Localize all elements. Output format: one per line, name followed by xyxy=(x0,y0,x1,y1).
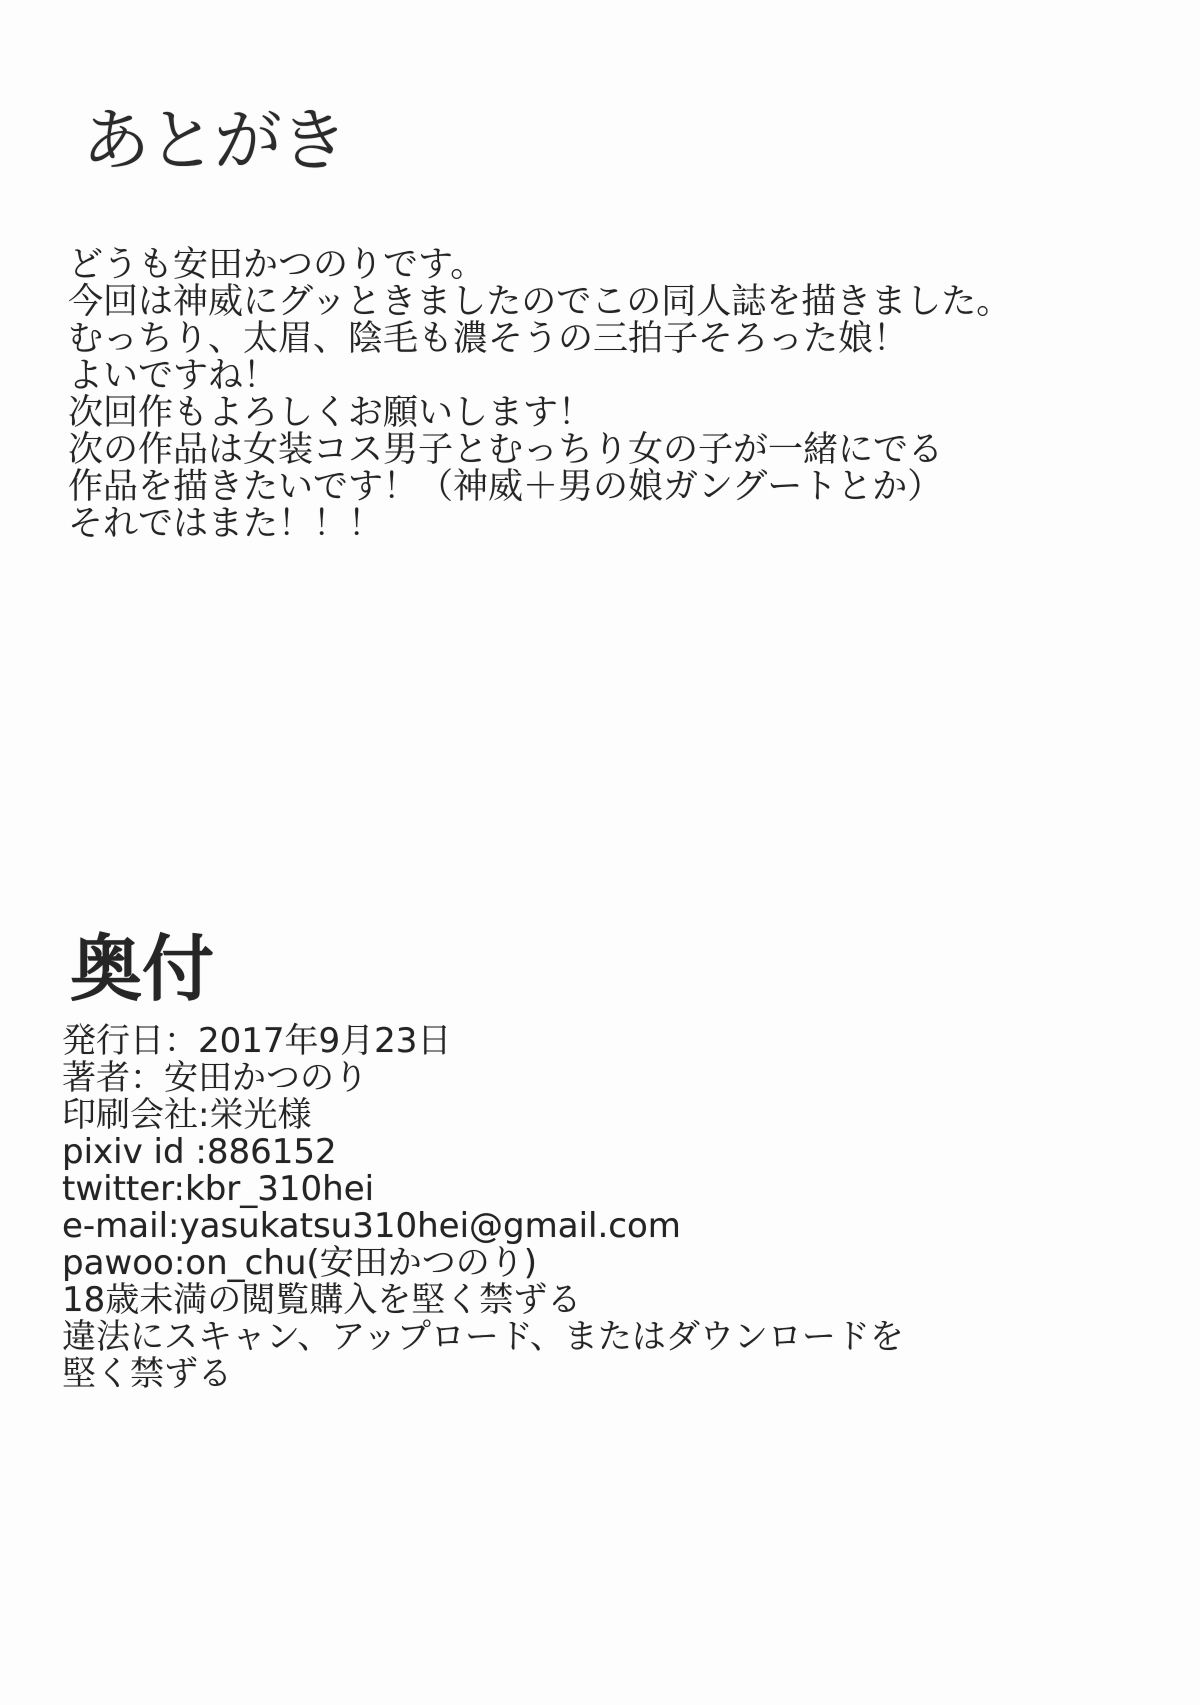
colophon-line-piracy-warning-cont: 堅く禁ずる xyxy=(62,1354,232,1394)
colophon-title: 奥付 xyxy=(70,927,215,1011)
afterword-line: よいですね！ xyxy=(68,356,279,396)
afterword-section xyxy=(68,247,1158,543)
colophon-section xyxy=(62,1023,1162,1393)
afterword-line: それではまた！！！ xyxy=(68,504,384,544)
afterword-line: どうも安田かつのりです。 xyxy=(68,245,486,285)
afterword-title: あとがき xyxy=(82,102,347,181)
colophon-line-publish-date: 発行日：2017年9月23日 xyxy=(62,1021,452,1061)
colophon-line-piracy-warning: 違法にスキャン、アップロード、またはダウンロードを xyxy=(62,1317,904,1357)
afterword-line: 今回は神威にグッときましたのでこの同人誌を描きました。 xyxy=(68,282,1012,322)
colophon-line-pawoo: pawoo:on_chu(安田かつのり) xyxy=(62,1243,537,1283)
colophon-line-age-restriction: 18歳未満の閲覧購入を堅く禁ずる xyxy=(62,1280,582,1320)
colophon-line-author: 著者：安田かつのり xyxy=(62,1058,368,1098)
colophon-line-email: e-mail:yasukatsu310hei@gmail.com xyxy=(62,1206,681,1246)
colophon-line-printer: 印刷会社:栄光様 xyxy=(62,1095,312,1135)
afterword-line: 次の作品は女装コス男子とむっちり女の子が一緒にでる xyxy=(68,430,944,470)
colophon-line-pixiv-id: pixiv id :886152 xyxy=(62,1132,337,1172)
afterword-line: むっちり、太眉、陰毛も濃そうの三拍子そろった娘！ xyxy=(68,319,909,359)
colophon-line-twitter: twitter:kbr_310hei xyxy=(62,1169,375,1209)
afterword-line: 次回作もよろしくお願いします！ xyxy=(68,393,594,433)
afterword-line: 作品を描きたいです！（神威＋男の娘ガングートとか） xyxy=(68,467,943,507)
